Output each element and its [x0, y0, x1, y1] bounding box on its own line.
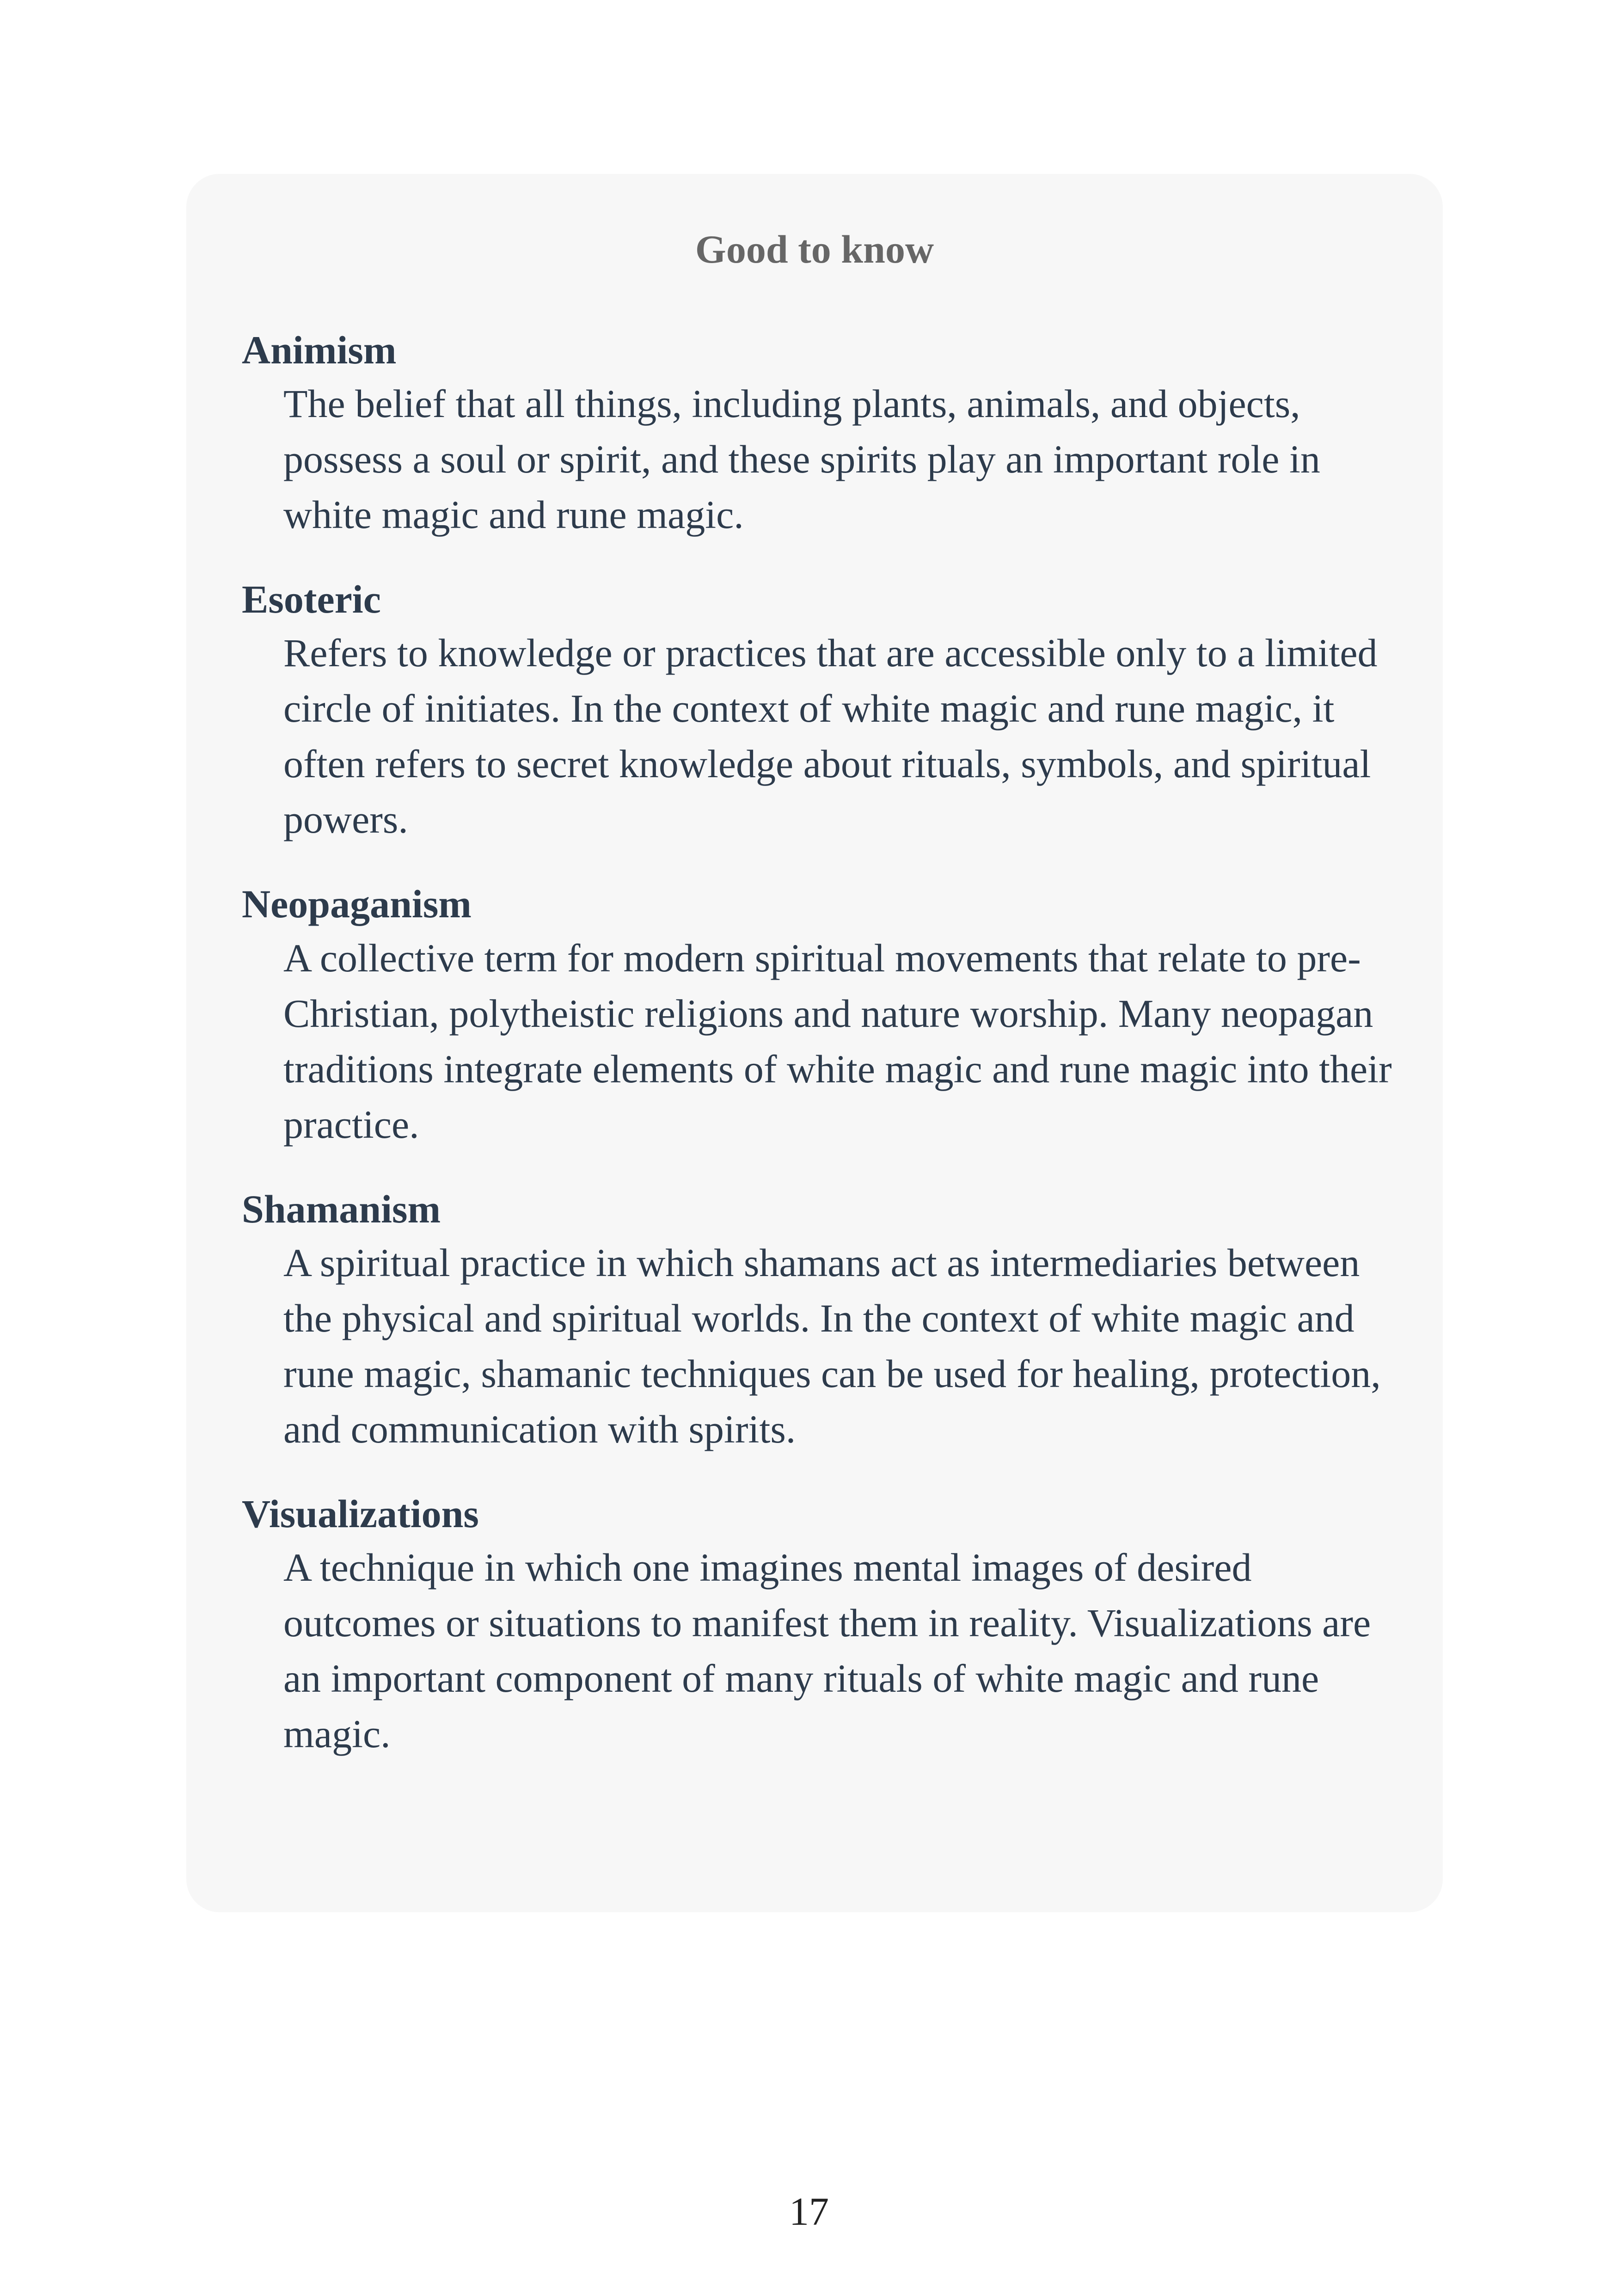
glossary-definition: A collective term for modern spiritual movements that relate to pre-Christian, polytheistic religions and nature worship. Many neopagan traditions integrate elements of white magic and rune magic into their practice. — [283, 935, 1392, 1147]
glossary-definition: The belief that all things, including plants, animals, and objects, possess a soul or spirit, and these spirits play an important role in white magic and rune magic. — [283, 381, 1320, 537]
glossary-definition: Refers to knowledge or practices that are accessible only to a limited circle of initiates. In the context of white magic and rune magic, it often refers to secret knowledge about rituals, symbols, and spiritual powers. — [283, 631, 1378, 842]
page-number: 17 — [789, 2189, 829, 2234]
glossary-entry-shamanism — [242, 1185, 1407, 1457]
glossary-term: Animism — [242, 328, 397, 372]
glossary-term: Visualizations — [242, 1491, 479, 1536]
glossary-definition: A technique in which one imagines mental images of desired outcomes or situations to manifest them in reality. Visualizations are an important component of many rituals of white magic and rune magic. — [283, 1545, 1371, 1756]
box-title: Good to know — [695, 227, 934, 271]
glossary-definition: A spiritual practice in which shamans act as intermediaries between the physical and spiritual worlds. In the context of white magic and rune magic, shamanic techniques can be used for healing, protection, and communication with spirits. — [283, 1240, 1381, 1451]
glossary-entry-animism — [242, 326, 1407, 542]
glossary-entry-esoteric — [242, 576, 1407, 847]
glossary-term: Esoteric — [242, 577, 381, 622]
good-to-know-box — [186, 174, 1443, 1912]
glossary-entry-neopaganism — [242, 880, 1407, 1152]
glossary-term: Shamanism — [242, 1186, 441, 1231]
glossary-term: Neopaganism — [242, 882, 472, 927]
glossary-entry-visualizations — [242, 1490, 1407, 1762]
glossary-list — [242, 326, 1407, 1795]
